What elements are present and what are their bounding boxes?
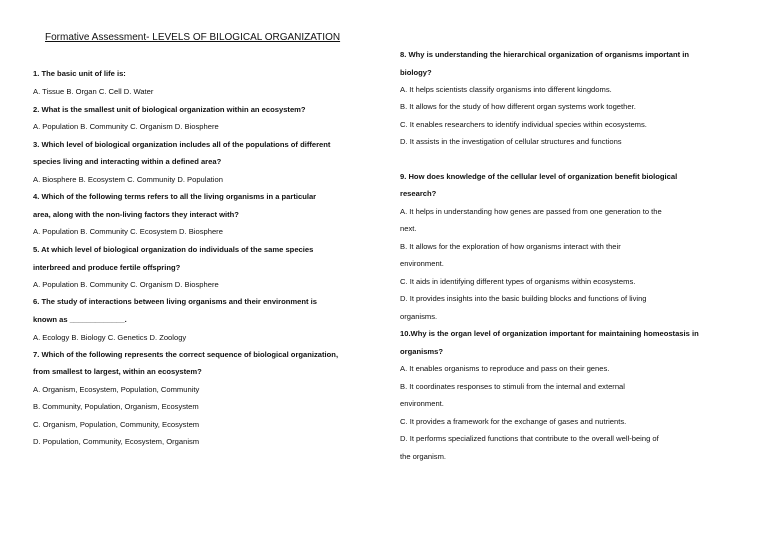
question-7: 7. Which of the following represents the correct sequence of biological organization,	[33, 350, 339, 359]
options-3: A. Biosphere B. Ecosystem C. Community D. Population	[33, 175, 223, 184]
question-4-cont: area, along with the non-living factors they interact with?	[33, 210, 239, 219]
question-5-cont: interbreed and produce fertile offspring?	[33, 263, 181, 272]
question-6: 6. The study of interactions between living organisms and their environment is	[33, 297, 317, 306]
options-4: A. Population B. Community C. Ecosystem D. Biosphere	[33, 227, 223, 236]
option-9a: A. It helps in understanding how genes are passed from one generation to the	[400, 207, 662, 216]
question-8: 8. Why is understanding the hierarchical organization of organisms important in	[400, 50, 690, 59]
options-2: A. Population B. Community C. Organism D. Biosphere	[33, 122, 219, 131]
option-9c: C. It aids in identifying different types of organisms within ecosystems.	[400, 277, 636, 286]
option-10b-cont: environment.	[400, 399, 444, 408]
question-6-cont: known as _____________.	[33, 315, 127, 324]
question-7-cont: from smallest to largest, within an ecosystem?	[33, 367, 202, 376]
option-7b: B. Community, Population, Organism, Ecosystem	[33, 402, 199, 411]
option-9d-cont: organisms.	[400, 312, 438, 321]
question-10: 10.Why is the organ level of organization important for maintaining homeostasis in	[400, 329, 699, 338]
option-10c: C. It provides a framework for the exchange of gases and nutrients.	[400, 417, 627, 426]
option-7c: C. Organism, Population, Community, Ecosystem	[33, 420, 200, 429]
option-10d-cont: the organism.	[400, 452, 447, 461]
option-9a-cont: next.	[400, 224, 417, 233]
option-10a: A. It enables organisms to reproduce and pass on their genes.	[400, 364, 610, 373]
option-9b-cont: environment.	[400, 259, 444, 268]
option-8d: D. It assists in the investigation of cellular structures and functions	[400, 137, 622, 146]
question-3-cont: species living and interacting within a defined area?	[33, 157, 222, 166]
question-2: 2. What is the smallest unit of biological organization within an ecosystem?	[33, 105, 306, 114]
option-7d: D. Population, Community, Ecosystem, Organism	[33, 437, 200, 446]
question-1: 1. The basic unit of life is:	[33, 69, 126, 78]
option-7a: A. Organism, Ecosystem, Population, Community	[33, 385, 200, 394]
option-9d: D. It provides insights into the basic building blocks and functions of living	[400, 294, 647, 303]
option-10d: D. It performs specialized functions that contribute to the overall well-being of	[400, 434, 659, 443]
options-6: A. Ecology B. Biology C. Genetics D. Zoology	[33, 333, 187, 342]
question-3: 3. Which level of biological organization includes all of the populations of different	[33, 140, 331, 149]
question-8-cont: biology?	[400, 68, 432, 77]
question-10-cont: organisms?	[400, 347, 444, 356]
options-1: A. Tissue B. Organ C. Cell D. Water	[33, 87, 154, 96]
question-9: 9. How does knowledge of the cellular level of organization benefit biological	[400, 172, 678, 181]
option-8b: B. It allows for the study of how different organ systems work together.	[400, 102, 636, 111]
question-9-cont: research?	[400, 189, 437, 198]
question-4: 4. Which of the following terms refers to all the living organisms in a particular	[33, 192, 317, 201]
option-10b: B. It coordinates responses to stimuli from the internal and external	[400, 382, 625, 391]
option-9b: B. It allows for the exploration of how organisms interact with their	[400, 242, 621, 251]
options-5: A. Population B. Community C. Organism D. Biosphere	[33, 280, 219, 289]
option-8c: C. It enables researchers to identify individual species within ecosystems.	[400, 120, 647, 129]
page-title: Formative Assessment- LEVELS OF BILOGICAL ORGANIZATION	[45, 32, 341, 43]
option-8a: A. It helps scientists classify organisms into different kingdoms.	[400, 85, 612, 94]
question-5: 5. At which level of biological organization do individuals of the same species	[33, 245, 314, 254]
